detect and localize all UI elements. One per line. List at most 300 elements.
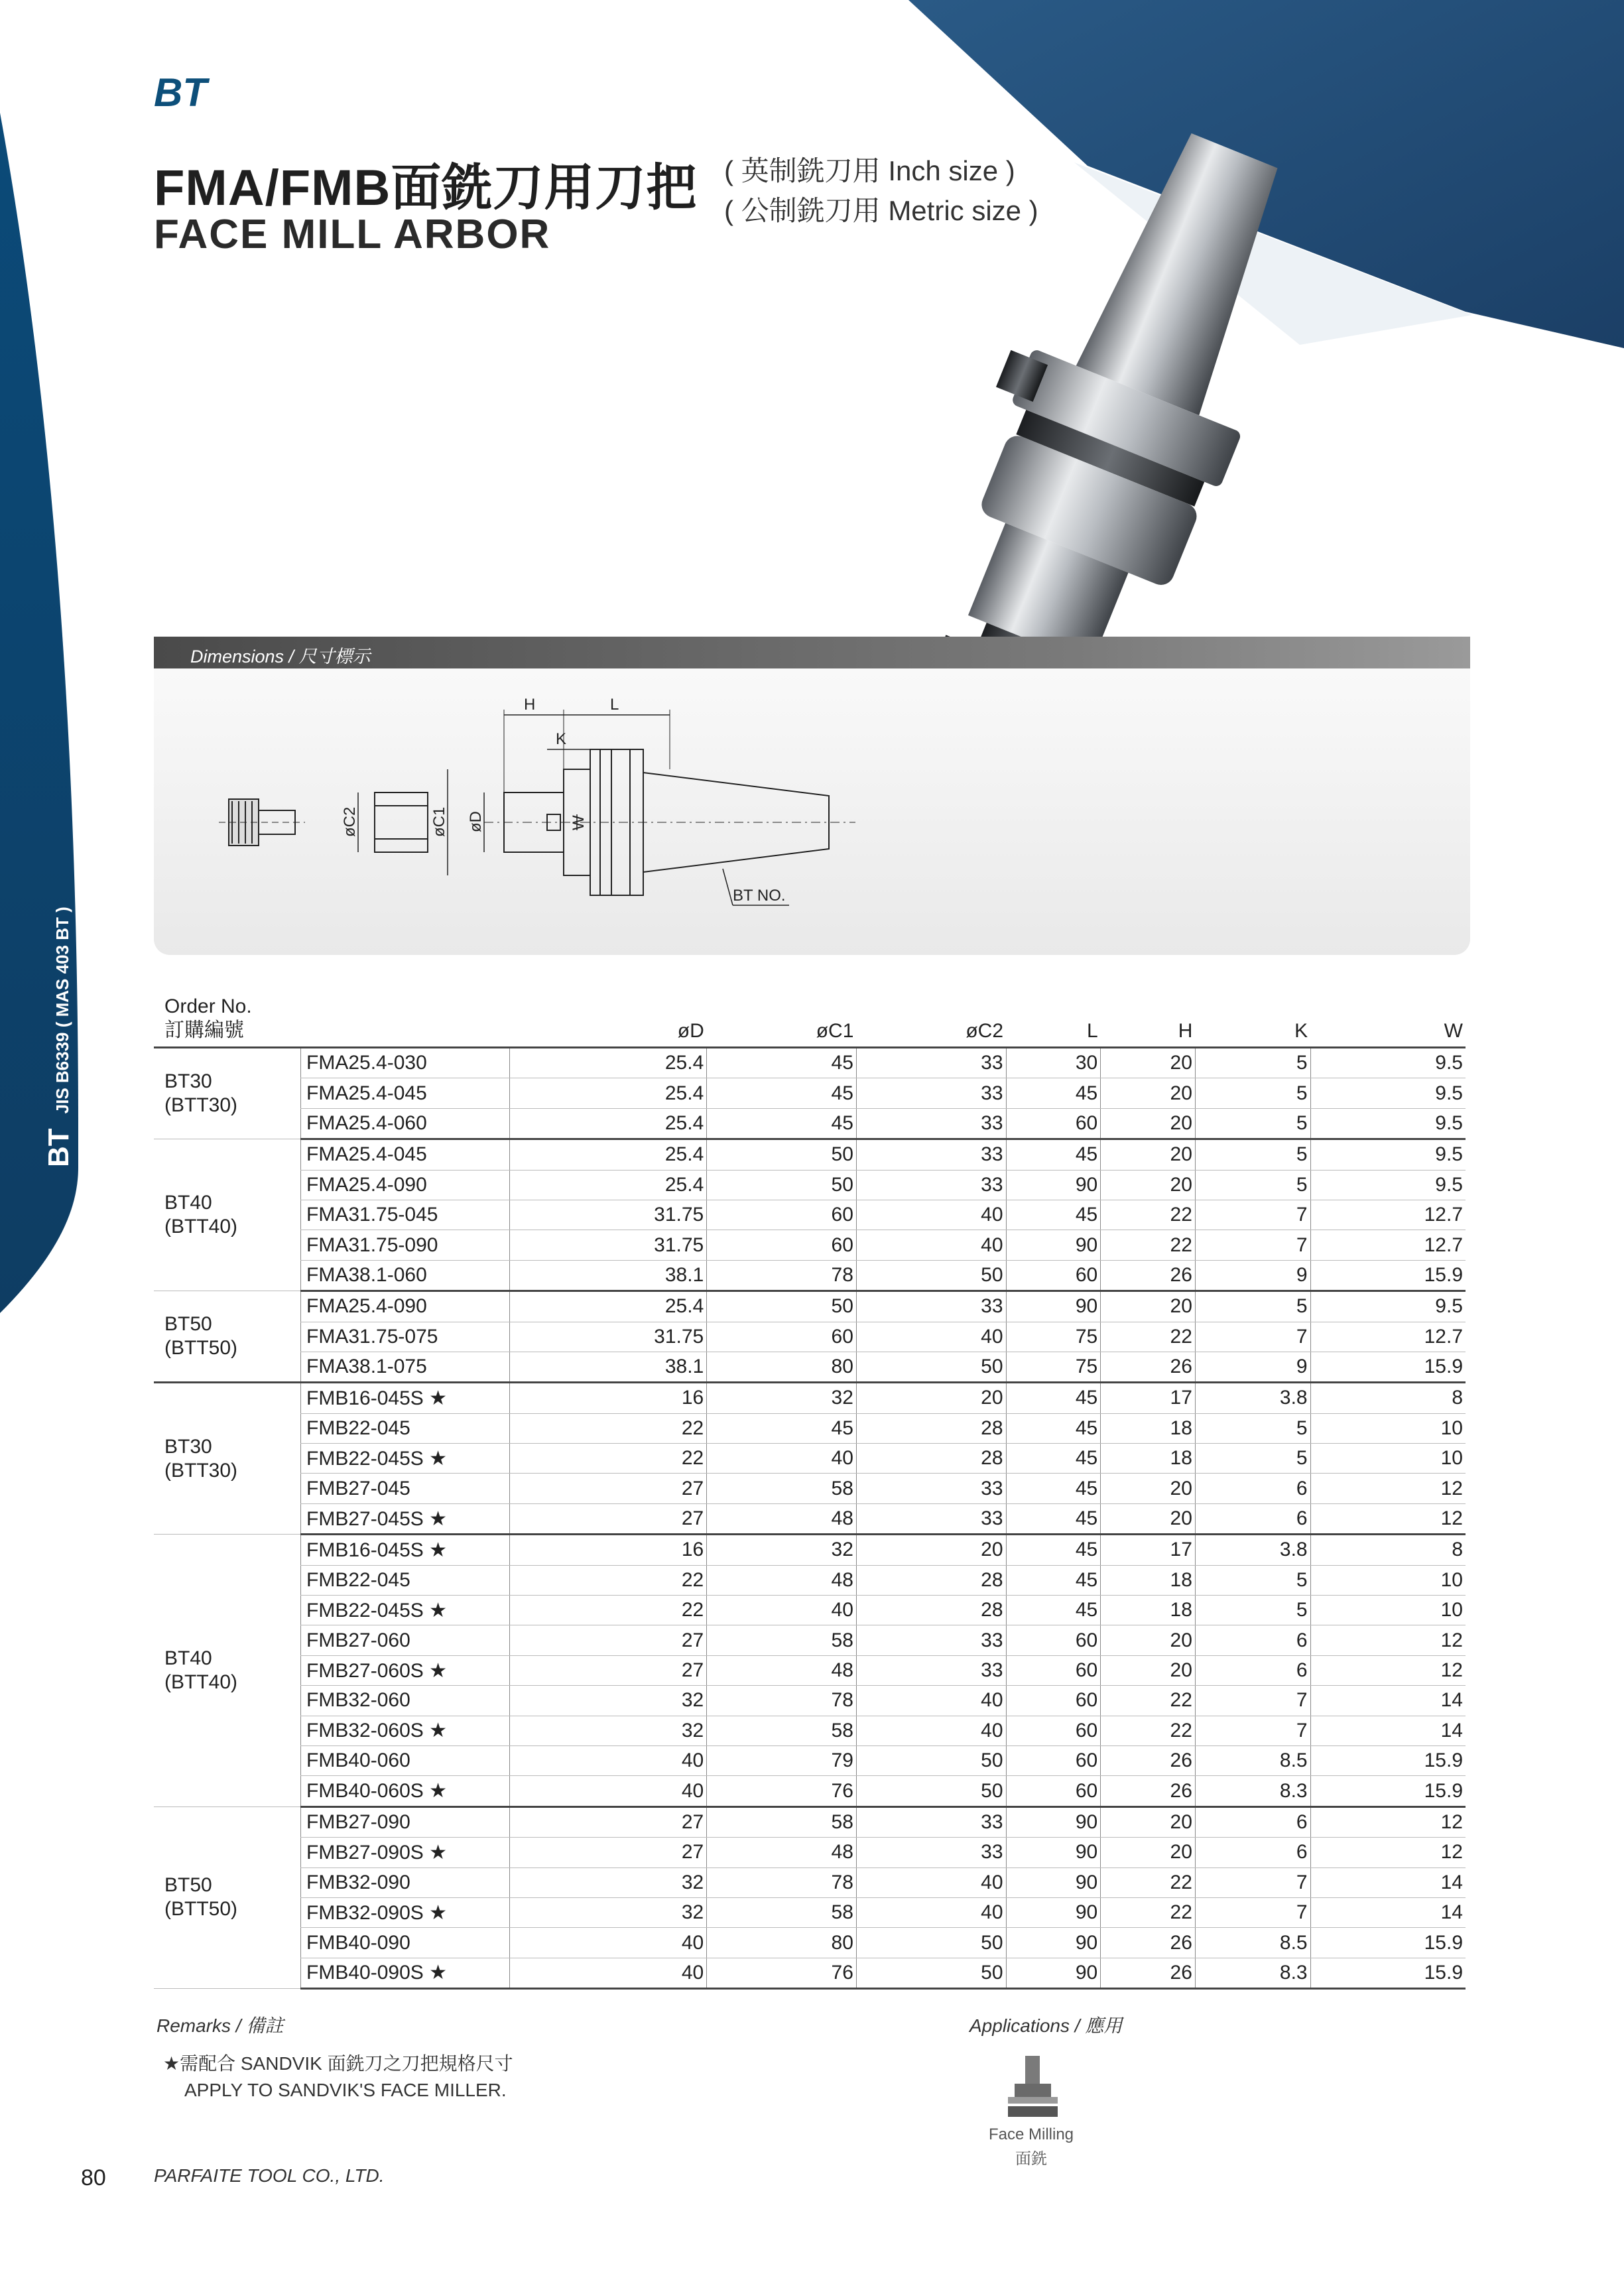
value-cell: 90 (1006, 1230, 1101, 1260)
value-cell: 50 (856, 1260, 1006, 1291)
value-cell: 18 (1101, 1444, 1196, 1474)
dim-label-w: W (570, 815, 588, 830)
order-code-cell: FMB40-060 (301, 1745, 509, 1775)
value-cell: 14 (1310, 1867, 1466, 1897)
value-cell: 9.5 (1310, 1108, 1466, 1139)
value-cell: 40 (707, 1444, 857, 1474)
value-cell: 8 (1310, 1535, 1466, 1565)
value-cell: 6 (1195, 1655, 1310, 1685)
value-cell: 22 (1101, 1716, 1196, 1745)
value-cell: 40 (856, 1322, 1006, 1352)
value-cell: 48 (707, 1655, 857, 1685)
value-cell: 9 (1195, 1352, 1310, 1382)
table-row (154, 1078, 1466, 1108)
value-cell: 45 (1006, 1444, 1101, 1474)
value-cell: 45 (1006, 1078, 1101, 1108)
value-cell: 28 (856, 1596, 1006, 1625)
value-cell: 50 (856, 1776, 1006, 1806)
value-cell: 75 (1006, 1322, 1101, 1352)
value-cell: 26 (1101, 1776, 1196, 1806)
value-cell: 7 (1195, 1230, 1310, 1260)
order-code-cell: FMA25.4-090 (301, 1291, 509, 1322)
value-cell: 45 (1006, 1139, 1101, 1170)
table-row (154, 1745, 1466, 1775)
value-cell: 7 (1195, 1716, 1310, 1745)
value-cell: 15.9 (1310, 1745, 1466, 1775)
value-cell: 45 (1006, 1565, 1101, 1595)
value-cell: 20 (1101, 1078, 1196, 1108)
value-cell: 20 (856, 1535, 1006, 1565)
value-cell: 20 (1101, 1139, 1196, 1170)
value-cell: 27 (509, 1503, 707, 1534)
value-cell: 45 (707, 1108, 857, 1139)
value-cell: 78 (707, 1867, 857, 1897)
value-cell: 12 (1310, 1838, 1466, 1867)
value-cell: 14 (1310, 1897, 1466, 1927)
group-name: BT50 (164, 1874, 212, 1897)
value-cell: 90 (1006, 1867, 1101, 1897)
value-cell: 25.4 (509, 1078, 707, 1108)
value-cell: 38.1 (509, 1260, 707, 1291)
page-number: 80 (81, 2165, 106, 2190)
value-cell: 90 (1006, 1806, 1101, 1837)
value-cell: 60 (1006, 1108, 1101, 1139)
value-cell: 45 (1006, 1535, 1101, 1565)
order-code-cell: FMB32-090 (301, 1867, 509, 1897)
value-cell: 17 (1101, 1383, 1196, 1413)
value-cell: 20 (1101, 1838, 1196, 1867)
group-cell (154, 1535, 301, 1807)
value-cell: 22 (1101, 1897, 1196, 1927)
value-cell: 60 (1006, 1655, 1101, 1685)
value-cell: 58 (707, 1625, 857, 1655)
value-cell: 10 (1310, 1596, 1466, 1625)
dimensions-header-bar (154, 637, 1470, 668)
value-cell: 50 (856, 1928, 1006, 1958)
value-cell: 60 (707, 1200, 857, 1230)
value-cell: 7 (1195, 1686, 1310, 1716)
group-cell (154, 1383, 301, 1535)
value-cell: 60 (707, 1322, 857, 1352)
value-cell: 27 (509, 1655, 707, 1685)
order-no-zh: 訂購編號 (164, 1019, 244, 1041)
order-code-cell: FMA31.75-075 (301, 1322, 509, 1352)
value-cell: 50 (707, 1170, 857, 1200)
table-row (154, 1776, 1466, 1806)
table-row (154, 1413, 1466, 1443)
value-cell: 25.4 (509, 1170, 707, 1200)
side-tab-standard: JIS B6339 ( MAS 403 BT ) (52, 907, 72, 1114)
group-cell (154, 1048, 301, 1139)
value-cell: 60 (1006, 1260, 1101, 1291)
group-name: BT30 (164, 1070, 212, 1093)
table-row (154, 1322, 1466, 1352)
value-cell: 48 (707, 1565, 857, 1595)
table-row (154, 1260, 1466, 1291)
metric-size-note: ( 公制銑刀用 Metric size ) (724, 195, 1038, 226)
value-cell: 60 (1006, 1716, 1101, 1745)
group-cell (154, 1139, 301, 1291)
value-cell: 33 (856, 1625, 1006, 1655)
value-cell: 40 (856, 1686, 1006, 1716)
value-cell: 50 (856, 1352, 1006, 1382)
order-code-cell: FMB32-090S ★ (301, 1897, 509, 1927)
group-cell (154, 1806, 301, 1988)
value-cell: 22 (509, 1413, 707, 1443)
face-milling-icon (1008, 2056, 1058, 2119)
value-cell: 12.7 (1310, 1200, 1466, 1230)
value-cell: 33 (856, 1806, 1006, 1837)
value-cell: 33 (856, 1655, 1006, 1685)
value-cell: 12.7 (1310, 1230, 1466, 1260)
value-cell: 45 (707, 1048, 857, 1078)
value-cell: 32 (509, 1867, 707, 1897)
value-cell: 28 (856, 1565, 1006, 1595)
value-cell: 40 (509, 1745, 707, 1775)
application-label-en: Face Milling (988, 2125, 1074, 2143)
value-cell: 22 (509, 1596, 707, 1625)
dimensions-title: Dimensions / 尺寸標示 (190, 647, 371, 666)
value-cell: 60 (707, 1230, 857, 1260)
value-cell: 80 (707, 1352, 857, 1382)
value-cell: 78 (707, 1260, 857, 1291)
table-row (154, 1655, 1466, 1685)
value-cell: 6 (1195, 1503, 1310, 1534)
value-cell: 32 (509, 1897, 707, 1927)
value-cell: 45 (1006, 1383, 1101, 1413)
table-row (154, 1383, 1466, 1413)
value-cell: 79 (707, 1745, 857, 1775)
table-row (154, 1444, 1466, 1474)
value-cell: 20 (1101, 1108, 1196, 1139)
value-cell: 48 (707, 1503, 857, 1534)
value-cell: 22 (1101, 1200, 1196, 1230)
table-row (154, 1867, 1466, 1897)
value-cell: 40 (856, 1230, 1006, 1260)
value-cell: 15.9 (1310, 1958, 1466, 1988)
order-no-en: Order No. (164, 995, 252, 1017)
group-sub: (BTT30) (164, 1094, 238, 1117)
value-cell: 90 (1006, 1170, 1101, 1200)
order-code-cell: FMA38.1-060 (301, 1260, 509, 1291)
table-row (154, 1200, 1466, 1230)
table-row (154, 1230, 1466, 1260)
value-cell: 58 (707, 1474, 857, 1503)
page-title-zh: FMA/FMB面銑刀用刀把 (154, 160, 698, 216)
order-code-cell: FMB16-045S ★ (301, 1383, 509, 1413)
table-row (154, 1958, 1466, 1988)
order-code-cell: FMB32-060S ★ (301, 1716, 509, 1745)
side-tab (42, 907, 76, 1167)
dim-label-c2: øC2 (341, 806, 359, 837)
value-cell: 50 (707, 1139, 857, 1170)
value-cell: 50 (707, 1291, 857, 1322)
value-cell: 17 (1101, 1535, 1196, 1565)
value-cell: 15.9 (1310, 1260, 1466, 1291)
value-cell: 45 (1006, 1413, 1101, 1443)
value-cell: 20 (1101, 1655, 1196, 1685)
value-cell: 32 (707, 1535, 857, 1565)
table-row (154, 1474, 1466, 1503)
order-code-cell: FMA31.75-045 (301, 1200, 509, 1230)
order-code-cell: FMB27-045 (301, 1474, 509, 1503)
table-row (154, 1291, 1466, 1322)
value-cell: 5 (1195, 1291, 1310, 1322)
value-cell: 5 (1195, 1596, 1310, 1625)
group-name: BT50 (164, 1313, 212, 1336)
group-name: BT30 (164, 1435, 212, 1458)
table-row (154, 1897, 1466, 1927)
company-name: PARFAITE TOOL CO., LTD. (154, 2165, 385, 2186)
col-header: W (1310, 995, 1466, 1048)
value-cell: 32 (509, 1716, 707, 1745)
value-cell: 26 (1101, 1958, 1196, 1988)
value-cell: 33 (856, 1838, 1006, 1867)
group-sub: (BTT30) (164, 1459, 238, 1482)
value-cell: 20 (1101, 1170, 1196, 1200)
value-cell: 6 (1195, 1838, 1310, 1867)
table-row (154, 1686, 1466, 1716)
value-cell: 22 (1101, 1867, 1196, 1897)
value-cell: 12 (1310, 1625, 1466, 1655)
value-cell: 8.5 (1195, 1745, 1310, 1775)
value-cell: 12 (1310, 1474, 1466, 1503)
value-cell: 27 (509, 1474, 707, 1503)
value-cell: 27 (509, 1806, 707, 1837)
table-row (154, 1806, 1466, 1837)
order-code-cell: FMB32-060 (301, 1686, 509, 1716)
table-row (154, 1565, 1466, 1595)
value-cell: 12.7 (1310, 1322, 1466, 1352)
group-sub: (BTT40) (164, 1216, 238, 1238)
value-cell: 12 (1310, 1655, 1466, 1685)
side-tab-label: BT (42, 1128, 75, 1167)
order-code-cell: FMB27-090 (301, 1806, 509, 1837)
group-cell (154, 1291, 301, 1383)
value-cell: 80 (707, 1928, 857, 1958)
value-cell: 20 (856, 1383, 1006, 1413)
order-code-cell: FMA25.4-060 (301, 1108, 509, 1139)
page-title-en: FACE MILL ARBOR (154, 212, 551, 257)
value-cell: 9.5 (1310, 1291, 1466, 1322)
value-cell: 25.4 (509, 1139, 707, 1170)
order-code-cell: FMB22-045 (301, 1565, 509, 1595)
order-code-cell: FMA25.4-045 (301, 1078, 509, 1108)
value-cell: 6 (1195, 1474, 1310, 1503)
dim-label-h: H (524, 696, 536, 714)
value-cell: 58 (707, 1716, 857, 1745)
value-cell: 33 (856, 1170, 1006, 1200)
order-no-header (154, 995, 509, 1048)
value-cell: 12 (1310, 1806, 1466, 1837)
table-row (154, 1048, 1466, 1078)
value-cell: 33 (856, 1108, 1006, 1139)
order-code-cell: FMA25.4-045 (301, 1139, 509, 1170)
value-cell: 90 (1006, 1291, 1101, 1322)
value-cell: 5 (1195, 1139, 1310, 1170)
value-cell: 31.75 (509, 1200, 707, 1230)
value-cell: 38.1 (509, 1352, 707, 1382)
dim-label-k: K (556, 730, 567, 748)
value-cell: 58 (707, 1806, 857, 1837)
col-header: øC2 (856, 995, 1006, 1048)
table-row (154, 1108, 1466, 1139)
order-code-cell: FMA25.4-030 (301, 1048, 509, 1078)
value-cell: 90 (1006, 1958, 1101, 1988)
value-cell: 6 (1195, 1625, 1310, 1655)
col-header: øC1 (707, 995, 857, 1048)
order-code-cell: FMB22-045 (301, 1413, 509, 1443)
value-cell: 76 (707, 1776, 857, 1806)
dim-label-btno: BT NO. (733, 887, 786, 905)
value-cell: 7 (1195, 1200, 1310, 1230)
value-cell: 45 (1006, 1200, 1101, 1230)
value-cell: 22 (1101, 1322, 1196, 1352)
value-cell: 33 (856, 1048, 1006, 1078)
value-cell: 60 (1006, 1625, 1101, 1655)
value-cell: 5 (1195, 1413, 1310, 1443)
value-cell: 27 (509, 1625, 707, 1655)
value-cell: 40 (509, 1776, 707, 1806)
value-cell: 60 (1006, 1745, 1101, 1775)
spec-table (154, 995, 1466, 1990)
col-header: L (1006, 995, 1101, 1048)
value-cell: 20 (1101, 1503, 1196, 1534)
value-cell: 8.3 (1195, 1958, 1310, 1988)
table-row (154, 1928, 1466, 1958)
table-row (154, 1535, 1466, 1565)
value-cell: 50 (856, 1745, 1006, 1775)
value-cell: 40 (856, 1200, 1006, 1230)
order-code-cell: FMB27-060S ★ (301, 1655, 509, 1685)
value-cell: 26 (1101, 1352, 1196, 1382)
value-cell: 9.5 (1310, 1170, 1466, 1200)
value-cell: 90 (1006, 1928, 1101, 1958)
value-cell: 18 (1101, 1413, 1196, 1443)
value-cell: 8.5 (1195, 1928, 1310, 1958)
value-cell: 90 (1006, 1838, 1101, 1867)
value-cell: 10 (1310, 1444, 1466, 1474)
value-cell: 40 (856, 1867, 1006, 1897)
value-cell: 14 (1310, 1686, 1466, 1716)
value-cell: 20 (1101, 1291, 1196, 1322)
table-row (154, 1716, 1466, 1745)
value-cell: 5 (1195, 1444, 1310, 1474)
value-cell: 9.5 (1310, 1078, 1466, 1108)
value-cell: 75 (1006, 1352, 1101, 1382)
value-cell: 5 (1195, 1078, 1310, 1108)
inch-size-note: ( 英制銑刀用 Inch size ) (724, 155, 1015, 186)
value-cell: 78 (707, 1686, 857, 1716)
remark-zh: ★需配合 SANDVIK 面銑刀之刀把規格尺寸 (163, 2053, 513, 2074)
dimension-drawing (219, 683, 882, 935)
value-cell: 3.8 (1195, 1383, 1310, 1413)
value-cell: 31.75 (509, 1322, 707, 1352)
value-cell: 30 (1006, 1048, 1101, 1078)
value-cell: 3.8 (1195, 1535, 1310, 1565)
order-code-cell: FMB22-045S ★ (301, 1596, 509, 1625)
value-cell: 9.5 (1310, 1048, 1466, 1078)
value-cell: 40 (509, 1928, 707, 1958)
table-header-row (154, 995, 1466, 1048)
value-cell: 45 (707, 1413, 857, 1443)
value-cell: 32 (707, 1383, 857, 1413)
value-cell: 48 (707, 1838, 857, 1867)
group-name: BT40 (164, 1647, 212, 1669)
value-cell: 40 (509, 1958, 707, 1988)
value-cell: 15.9 (1310, 1928, 1466, 1958)
group-sub: (BTT40) (164, 1671, 238, 1693)
dim-label-l: L (610, 696, 619, 714)
value-cell: 14 (1310, 1716, 1466, 1745)
col-header: øD (509, 995, 707, 1048)
order-code-cell: FMB22-045S ★ (301, 1444, 509, 1474)
value-cell: 22 (509, 1565, 707, 1595)
applications-title: Applications / 應用 (969, 2015, 1123, 2036)
value-cell: 33 (856, 1503, 1006, 1534)
col-header: K (1195, 995, 1310, 1048)
value-cell: 20 (1101, 1806, 1196, 1837)
value-cell: 15.9 (1310, 1776, 1466, 1806)
value-cell: 20 (1101, 1048, 1196, 1078)
order-code-cell: FMB40-090 (301, 1928, 509, 1958)
value-cell: 8 (1310, 1383, 1466, 1413)
value-cell: 40 (707, 1596, 857, 1625)
value-cell: 9 (1195, 1260, 1310, 1291)
value-cell: 26 (1101, 1928, 1196, 1958)
table-row (154, 1352, 1466, 1382)
value-cell: 40 (856, 1897, 1006, 1927)
value-cell: 22 (509, 1444, 707, 1474)
table-row (154, 1503, 1466, 1534)
value-cell: 60 (1006, 1776, 1101, 1806)
value-cell: 5 (1195, 1170, 1310, 1200)
value-cell: 18 (1101, 1565, 1196, 1595)
col-header: H (1101, 995, 1196, 1048)
value-cell: 7 (1195, 1322, 1310, 1352)
order-code-cell: FMB27-090S ★ (301, 1838, 509, 1867)
value-cell: 58 (707, 1897, 857, 1927)
order-code-cell: FMB40-090S ★ (301, 1958, 509, 1988)
value-cell: 5 (1195, 1565, 1310, 1595)
remark-en: APPLY TO SANDVIK'S FACE MILLER. (184, 2080, 507, 2100)
value-cell: 28 (856, 1413, 1006, 1443)
table-row (154, 1596, 1466, 1625)
value-cell: 60 (1006, 1686, 1101, 1716)
table-row (154, 1139, 1466, 1170)
order-code-cell: FMB27-045S ★ (301, 1503, 509, 1534)
value-cell: 90 (1006, 1897, 1101, 1927)
value-cell: 20 (1101, 1625, 1196, 1655)
value-cell: 20 (1101, 1474, 1196, 1503)
value-cell: 33 (856, 1078, 1006, 1108)
remarks-title: Remarks / 備註 (156, 2015, 284, 2036)
value-cell: 50 (856, 1958, 1006, 1988)
table-row (154, 1170, 1466, 1200)
value-cell: 26 (1101, 1260, 1196, 1291)
order-code-cell: FMA25.4-090 (301, 1170, 509, 1200)
value-cell: 33 (856, 1474, 1006, 1503)
value-cell: 16 (509, 1383, 707, 1413)
value-cell: 45 (1006, 1596, 1101, 1625)
value-cell: 28 (856, 1444, 1006, 1474)
value-cell: 5 (1195, 1108, 1310, 1139)
value-cell: 6 (1195, 1806, 1310, 1837)
brand-label: BT (154, 70, 207, 115)
value-cell: 32 (509, 1686, 707, 1716)
value-cell: 26 (1101, 1745, 1196, 1775)
table-row (154, 1625, 1466, 1655)
